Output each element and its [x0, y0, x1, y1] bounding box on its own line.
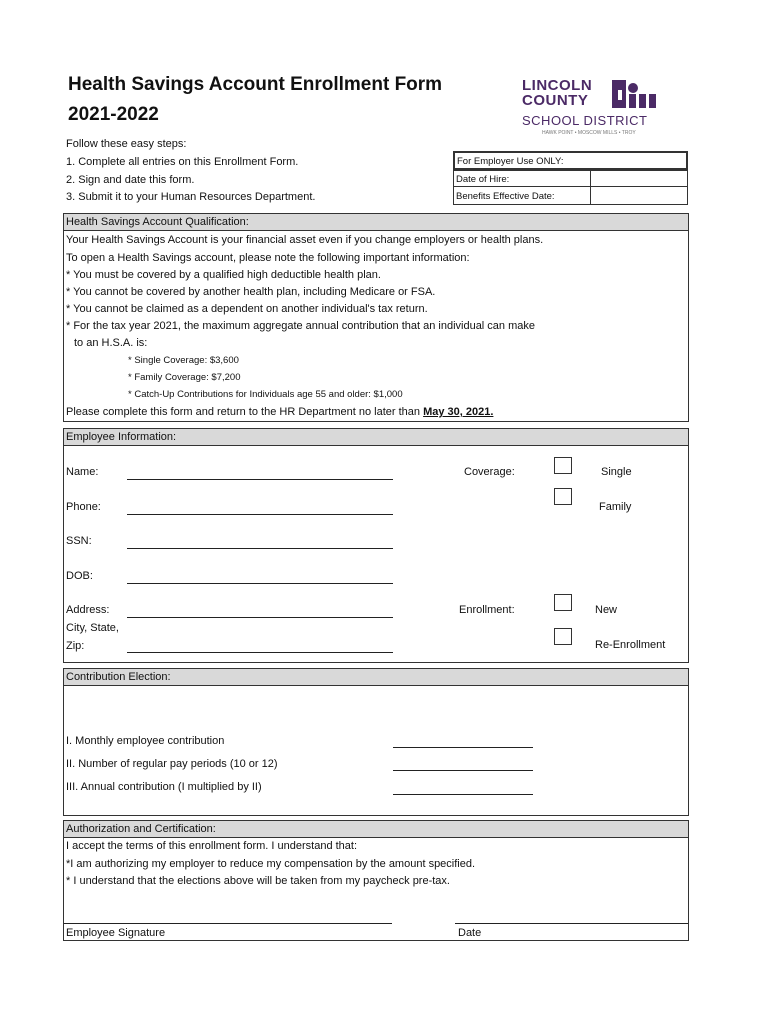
deadline-note [66, 406, 493, 418]
contribution-header: Contribution Election: [63, 668, 689, 686]
coverage-label: Coverage: [464, 466, 515, 478]
monthly-contribution-label: I. Monthly employee contribution [66, 735, 225, 747]
qualification-line-7: to an H.S.A. is: [74, 337, 148, 349]
employee-info-header: Employee Information: [63, 428, 689, 446]
enrollment-label: Enrollment: [459, 604, 515, 616]
monthly-contribution-field[interactable] [393, 747, 533, 748]
annual-contribution-field[interactable] [393, 794, 533, 795]
qualification-line-4: * You cannot be covered by another health plan, including Medicare or FSA. [66, 286, 436, 298]
date-field[interactable] [455, 923, 688, 924]
signature-field[interactable] [64, 923, 392, 924]
phone-field[interactable] [127, 514, 393, 515]
form-title: Health Savings Account Enrollment Form [68, 74, 443, 95]
qualification-header: Health Savings Account Qualification: [63, 213, 689, 231]
authorization-line-1: I accept the terms of this enrollment form. I understand that: [66, 840, 358, 852]
logo-line-3: SCHOOL DISTRICT [522, 113, 648, 128]
ssn-field[interactable] [127, 548, 393, 549]
enrollment-new-label: New [595, 604, 618, 616]
step-2: 2. Sign and date this form. [66, 174, 195, 186]
name-field[interactable] [127, 479, 393, 480]
pay-periods-field[interactable] [393, 770, 533, 771]
date-of-hire-label: Date of Hire: [456, 174, 510, 185]
enrollment-re-checkbox[interactable] [554, 628, 572, 645]
qualification-line-3: * You must be covered by a qualified high deductible health plan. [66, 269, 381, 281]
coverage-single-label: Single [601, 466, 632, 478]
ssn-label: SSN: [66, 535, 92, 547]
logo-mark-icon [612, 80, 666, 110]
qualification-line-5: * You cannot be claimed as a dependent on another individual's tax return. [66, 303, 428, 315]
limit-catch-up: * Catch-Up Contributions for Individuals age 55 and older: $1,000 [128, 389, 403, 400]
dob-label: DOB: [66, 570, 93, 582]
annual-contribution-label: III. Annual contribution (I multiplied by II) [66, 781, 262, 793]
qualification-line-2: To open a Health Savings account, please note the following important information: [66, 252, 470, 264]
limit-family: * Family Coverage: $7,200 [128, 372, 241, 383]
coverage-family-label: Family [599, 501, 632, 513]
logo-tagline: HAWK POINT • MOSCOW MILLS • TROY [542, 130, 636, 136]
form-year: 2021-2022 [68, 104, 159, 125]
employer-use-box [453, 151, 688, 170]
contribution-section [63, 685, 689, 816]
logo-line-1: LINCOLN [522, 77, 593, 94]
steps-intro: Follow these easy steps: [66, 138, 187, 150]
city-state-label: City, State, [66, 622, 119, 634]
deadline-date: May 30, 2021. [423, 406, 494, 418]
benefits-effective-label: Benefits Effective Date: [456, 191, 555, 202]
date-of-hire-field[interactable] [590, 170, 688, 187]
date-label: Date [458, 927, 482, 939]
date-of-hire-cell [453, 170, 591, 187]
authorization-header: Authorization and Certification: [63, 820, 689, 838]
qualification-line-6: * For the tax year 2021, the maximum aggregate annual contribution that an individual can make [66, 320, 535, 332]
coverage-family-checkbox[interactable] [554, 488, 572, 505]
employer-use-label: For Employer Use ONLY: [457, 156, 564, 167]
pay-periods-label: II. Number of regular pay periods (10 or 12) [66, 758, 278, 770]
deadline-text: Please complete this form and return to the HR Department no later than [66, 406, 424, 418]
address-label: Address: [66, 604, 110, 616]
step-1: 1. Complete all entries on this Enrollment Form. [66, 156, 299, 168]
name-label: Name: [66, 466, 99, 478]
limit-single: * Single Coverage: $3,600 [128, 355, 239, 366]
city-state-zip-field[interactable] [127, 652, 393, 653]
enrollment-new-checkbox[interactable] [554, 594, 572, 611]
dob-field[interactable] [127, 583, 393, 584]
address-field[interactable] [127, 617, 393, 618]
district-logo [520, 78, 670, 140]
logo-line-2: COUNTY [522, 92, 589, 109]
authorization-section [63, 837, 689, 941]
benefits-effective-cell [453, 186, 591, 205]
authorization-line-2: *I am authorizing my employer to reduce my compensation by the amount specified. [66, 858, 476, 870]
benefits-effective-field[interactable] [590, 186, 688, 205]
step-3: 3. Submit it to your Human Resources Department. [66, 191, 316, 203]
qualification-section [63, 230, 689, 422]
enrollment-re-label: Re-Enrollment [595, 639, 666, 651]
qualification-line-1: Your Health Savings Account is your financial asset even if you change employers or health plans. [66, 234, 544, 246]
signature-label: Employee Signature [66, 927, 166, 939]
zip-label: Zip: [66, 640, 85, 652]
phone-label: Phone: [66, 501, 101, 513]
coverage-single-checkbox[interactable] [554, 457, 572, 474]
employee-info-section [63, 445, 689, 663]
authorization-line-3: * I understand that the elections above will be taken from my paycheck pre-tax. [66, 875, 450, 887]
